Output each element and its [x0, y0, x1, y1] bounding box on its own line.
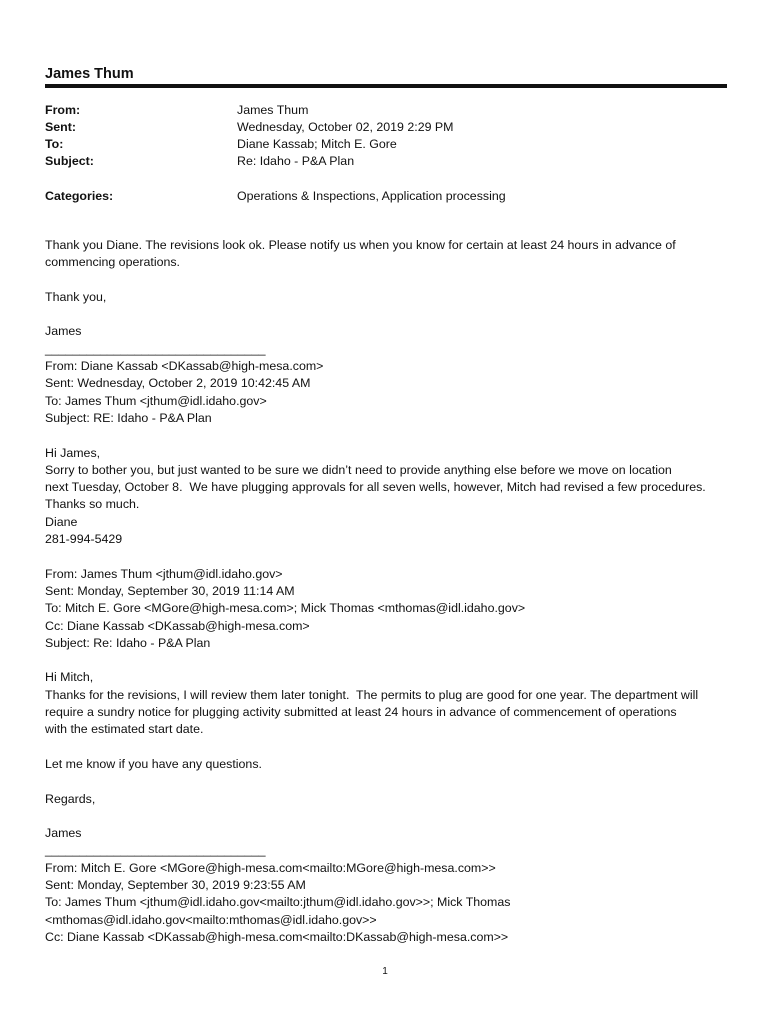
header-row-to — [45, 137, 727, 154]
body-line: Cc: Diane Kassab <DKassab@high-mesa.com<mailto:DKassab@high-mesa.com>> — [45, 929, 509, 944]
blank-line — [45, 548, 727, 565]
body-line: Sent: Wednesday, October 2, 2019 10:42:45 AM — [45, 376, 311, 391]
body-line: Hi James, — [45, 445, 101, 460]
body-line: 281-994-5429 — [45, 532, 123, 547]
body-line: Thanks for the revisions, I will review them later tonight. The permits to plug are good for one year. The department will — [45, 687, 699, 702]
document-title: James Thum — [45, 66, 134, 82]
body-line: next Tuesday, October 8. We have plugging approvals for all seven wells, however, Mitch had revised a few procedures. — [45, 480, 706, 495]
body-line: commencing operations. — [45, 255, 180, 270]
header-row-subject — [45, 154, 727, 171]
header-value: James Thum — [237, 103, 309, 117]
body-line: Let me know if you have any questions. — [45, 756, 262, 771]
header-label: Categories: — [45, 189, 114, 203]
body-line: <mthomas@idl.idaho.gov<mailto:mthomas@idl.idaho.gov>> — [45, 912, 377, 927]
header-value: Wednesday, October 02, 2019 2:29 PM — [237, 120, 454, 134]
header-label: Subject: — [45, 154, 94, 168]
body-line: Thanks so much. — [45, 497, 140, 512]
header-row-from — [45, 103, 727, 120]
blank-line — [45, 808, 727, 825]
blank-line — [45, 306, 727, 323]
header-row-sent — [45, 120, 727, 137]
header-value: Re: Idaho - P&A Plan — [237, 154, 355, 168]
header-label: From: — [45, 103, 81, 117]
body-line: Thank you, — [45, 289, 107, 304]
body-line: To: James Thum <jthum@idl.idaho.gov> — [45, 393, 267, 408]
body-line: Cc: Diane Kassab <DKassab@high-mesa.com> — [45, 618, 310, 633]
blank-line — [45, 427, 727, 444]
body-line: Sent: Monday, September 30, 2019 9:23:55 AM — [45, 877, 306, 892]
header-label: To: — [45, 137, 64, 151]
blank-line — [45, 739, 727, 756]
body-line: To: Mitch E. Gore <MGore@high-mesa.com>; Mick Thomas <mthomas@idl.idaho.gov> — [45, 601, 526, 616]
separator-line: ________________________________ — [45, 341, 266, 356]
title-divider — [45, 84, 727, 88]
body-line: require a sundry notice for plugging activity submitted at least 24 hours in advance of commencement of operations — [45, 705, 677, 720]
body-line: with the estimated start date. — [45, 722, 204, 737]
body-line: Diane — [45, 514, 78, 529]
body-line: James — [45, 324, 82, 339]
page-number: 1 — [382, 966, 388, 977]
body-line: James — [45, 826, 82, 841]
blank-line — [45, 773, 727, 790]
header-value: Operations & Inspections, Application processing — [237, 189, 506, 203]
body-line: From: Mitch E. Gore <MGore@high-mesa.com<mailto:MGore@high-mesa.com>> — [45, 860, 496, 875]
separator-line: ________________________________ — [45, 843, 266, 858]
header-label: Sent: — [45, 120, 76, 134]
body-line: Subject: Re: Idaho - P&A Plan — [45, 635, 211, 650]
body-line: From: James Thum <jthum@idl.idaho.gov> — [45, 566, 283, 581]
body-line: Subject: RE: Idaho - P&A Plan — [45, 410, 212, 425]
email-body — [45, 237, 727, 946]
body-line: From: Diane Kassab <DKassab@high-mesa.com> — [45, 359, 324, 374]
body-line: To: James Thum <jthum@idl.idaho.gov<mailto:jthum@idl.idaho.gov>>; Mick Thomas — [45, 895, 511, 910]
blank-line — [45, 272, 727, 289]
body-line: Regards, — [45, 791, 96, 806]
blank-line — [45, 652, 727, 669]
header-value: Diane Kassab; Mitch E. Gore — [237, 137, 397, 151]
body-line: Thank you Diane. The revisions look ok. Please notify us when you know for certain at least 24 hours in advance of — [45, 238, 676, 252]
body-line: Sorry to bother you, but just wanted to be sure we didn’t need to provide anything else before we move on location — [45, 462, 672, 477]
body-line: Hi Mitch, — [45, 670, 94, 685]
header-row-categories — [45, 189, 727, 206]
body-line: Sent: Monday, September 30, 2019 11:14 AM — [45, 583, 295, 598]
